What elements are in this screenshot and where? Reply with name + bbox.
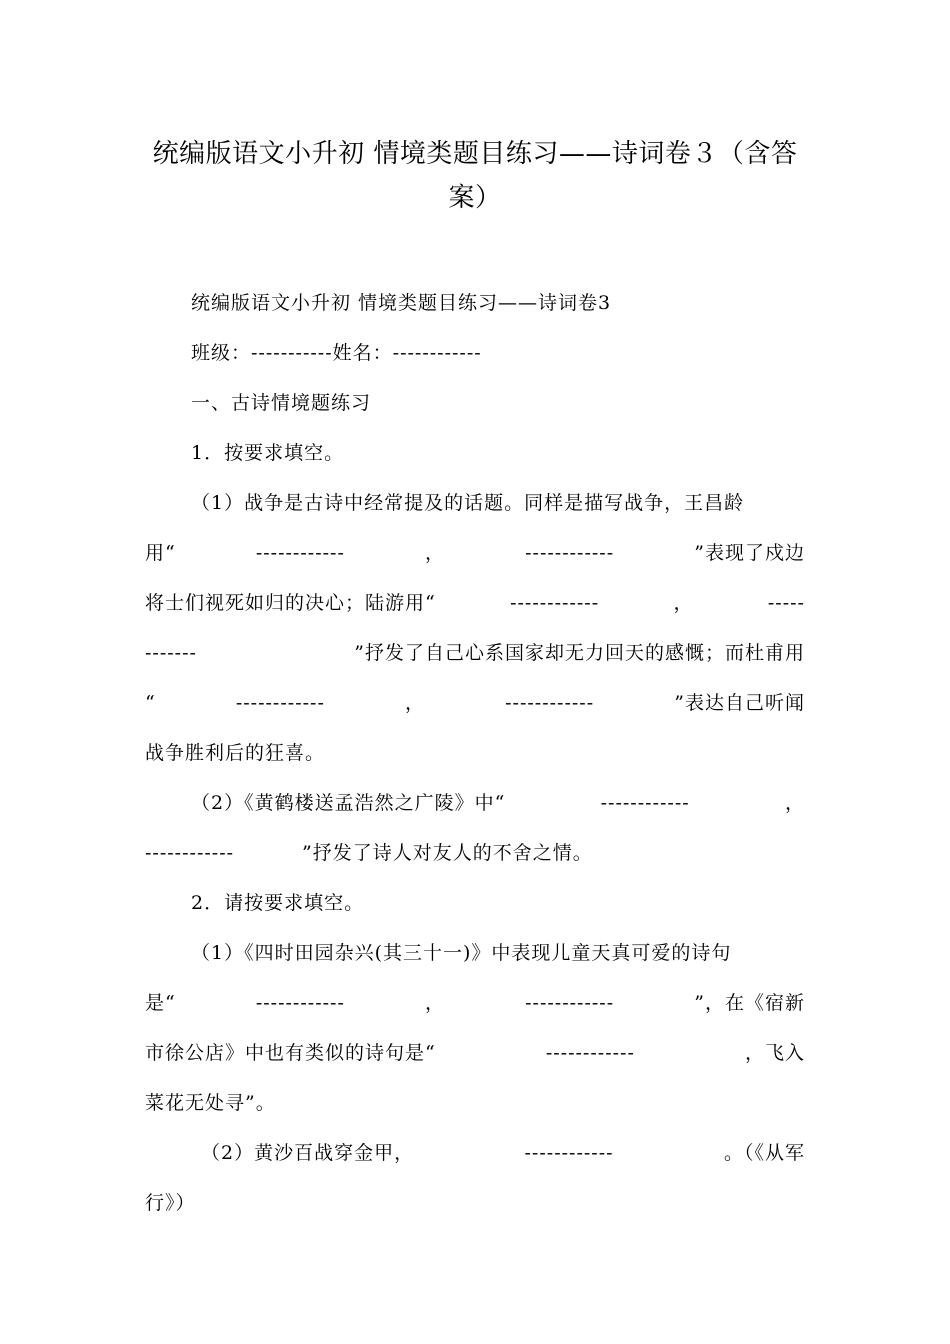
question-2-title: 2．请按要求填空。 (191, 892, 365, 914)
q1-1-line-3 (145, 578, 805, 628)
name-label: 姓名： (332, 342, 393, 364)
answer-blank[interactable]: ------------ (545, 1042, 635, 1064)
q1-1-line-4 (145, 628, 805, 678)
text: （2）《黄鹤楼送孟浩然之广陵》中“ (191, 792, 506, 814)
answer-blank[interactable]: ------------ (145, 842, 235, 864)
q1-2-line-1 (145, 778, 805, 828)
question-1-title: 1．按要求填空。 (191, 442, 345, 464)
document-title: 统编版语文小升初 情境类题目练习——诗词卷３（含答案） (152, 139, 798, 213)
text: ”表达自己听闻 (674, 692, 805, 714)
document-body (145, 278, 805, 1228)
text: ， (424, 992, 445, 1014)
text: 将士们视死如归的决心；陆游用“ (145, 592, 436, 614)
q2-1-line-2 (145, 978, 805, 1028)
answer-blank[interactable]: ------------ (510, 592, 600, 614)
subtitle: 统编版语文小升初 情境类题目练习——诗词卷3 (191, 292, 612, 314)
text: ”，在《宿新 (694, 992, 805, 1014)
q2-2-line-2: 行》） (145, 1192, 196, 1214)
name-blank[interactable]: ------------ (392, 342, 482, 364)
text: ”表现了戍边 (694, 542, 805, 564)
q2-1-line-1: （1）《四时田园杂兴(其三十一)》中表现儿童天真可爱的诗句 (191, 942, 732, 964)
text: ， (673, 592, 694, 614)
class-blank[interactable]: ----------- (251, 342, 333, 364)
answer-blank[interactable]: ------------ (255, 542, 345, 564)
text: 。（《从军 (723, 1142, 805, 1164)
answer-blank[interactable]: ------------ (255, 992, 345, 1014)
q2-1-line-4: 菜花无处寻”。 (145, 1092, 276, 1114)
answer-blank[interactable]: ------------ (600, 792, 690, 814)
class-label: 班级： (191, 342, 252, 364)
text: ，飞入 (744, 1042, 805, 1064)
answer-blank[interactable]: ------------ (524, 1142, 614, 1164)
text: 是“ (145, 992, 176, 1014)
section-heading: 一、古诗情境题练习 (191, 392, 372, 414)
text: ”抒发了诗人对友人的不舍之情。 (302, 842, 593, 864)
q2-1-line-3 (145, 1028, 805, 1078)
class-name-line (145, 328, 805, 378)
answer-blank[interactable]: ------- (145, 642, 197, 664)
answer-blank[interactable]: ----- (767, 592, 805, 614)
q1-2-line-2 (145, 828, 805, 878)
answer-blank[interactable]: ------------ (235, 692, 325, 714)
q1-1-line-2 (145, 528, 805, 578)
q2-2-line-1 (145, 1128, 805, 1178)
text: ”抒发了自己心系国家却无力回天的感慨；而杜甫用 (354, 642, 805, 664)
text: ， (784, 792, 805, 814)
text: （2）黄沙百战穿金甲， (201, 1142, 415, 1164)
answer-blank[interactable]: ------------ (505, 692, 595, 714)
answer-blank[interactable]: ------------ (525, 542, 615, 564)
text: 用“ (145, 542, 176, 564)
text: ， (404, 692, 425, 714)
text: “ (145, 692, 156, 714)
text: 市徐公店》中也有类似的诗句是“ (145, 1042, 436, 1064)
q1-1-line-1: （1）战争是古诗中经常提及的话题。同样是描写战争，王昌龄 (191, 492, 745, 514)
text: ， (424, 542, 445, 564)
q1-1-line-5 (145, 678, 805, 728)
q1-1-line-6: 战争胜利后的狂喜。 (145, 742, 326, 764)
answer-blank[interactable]: ------------ (525, 992, 615, 1014)
